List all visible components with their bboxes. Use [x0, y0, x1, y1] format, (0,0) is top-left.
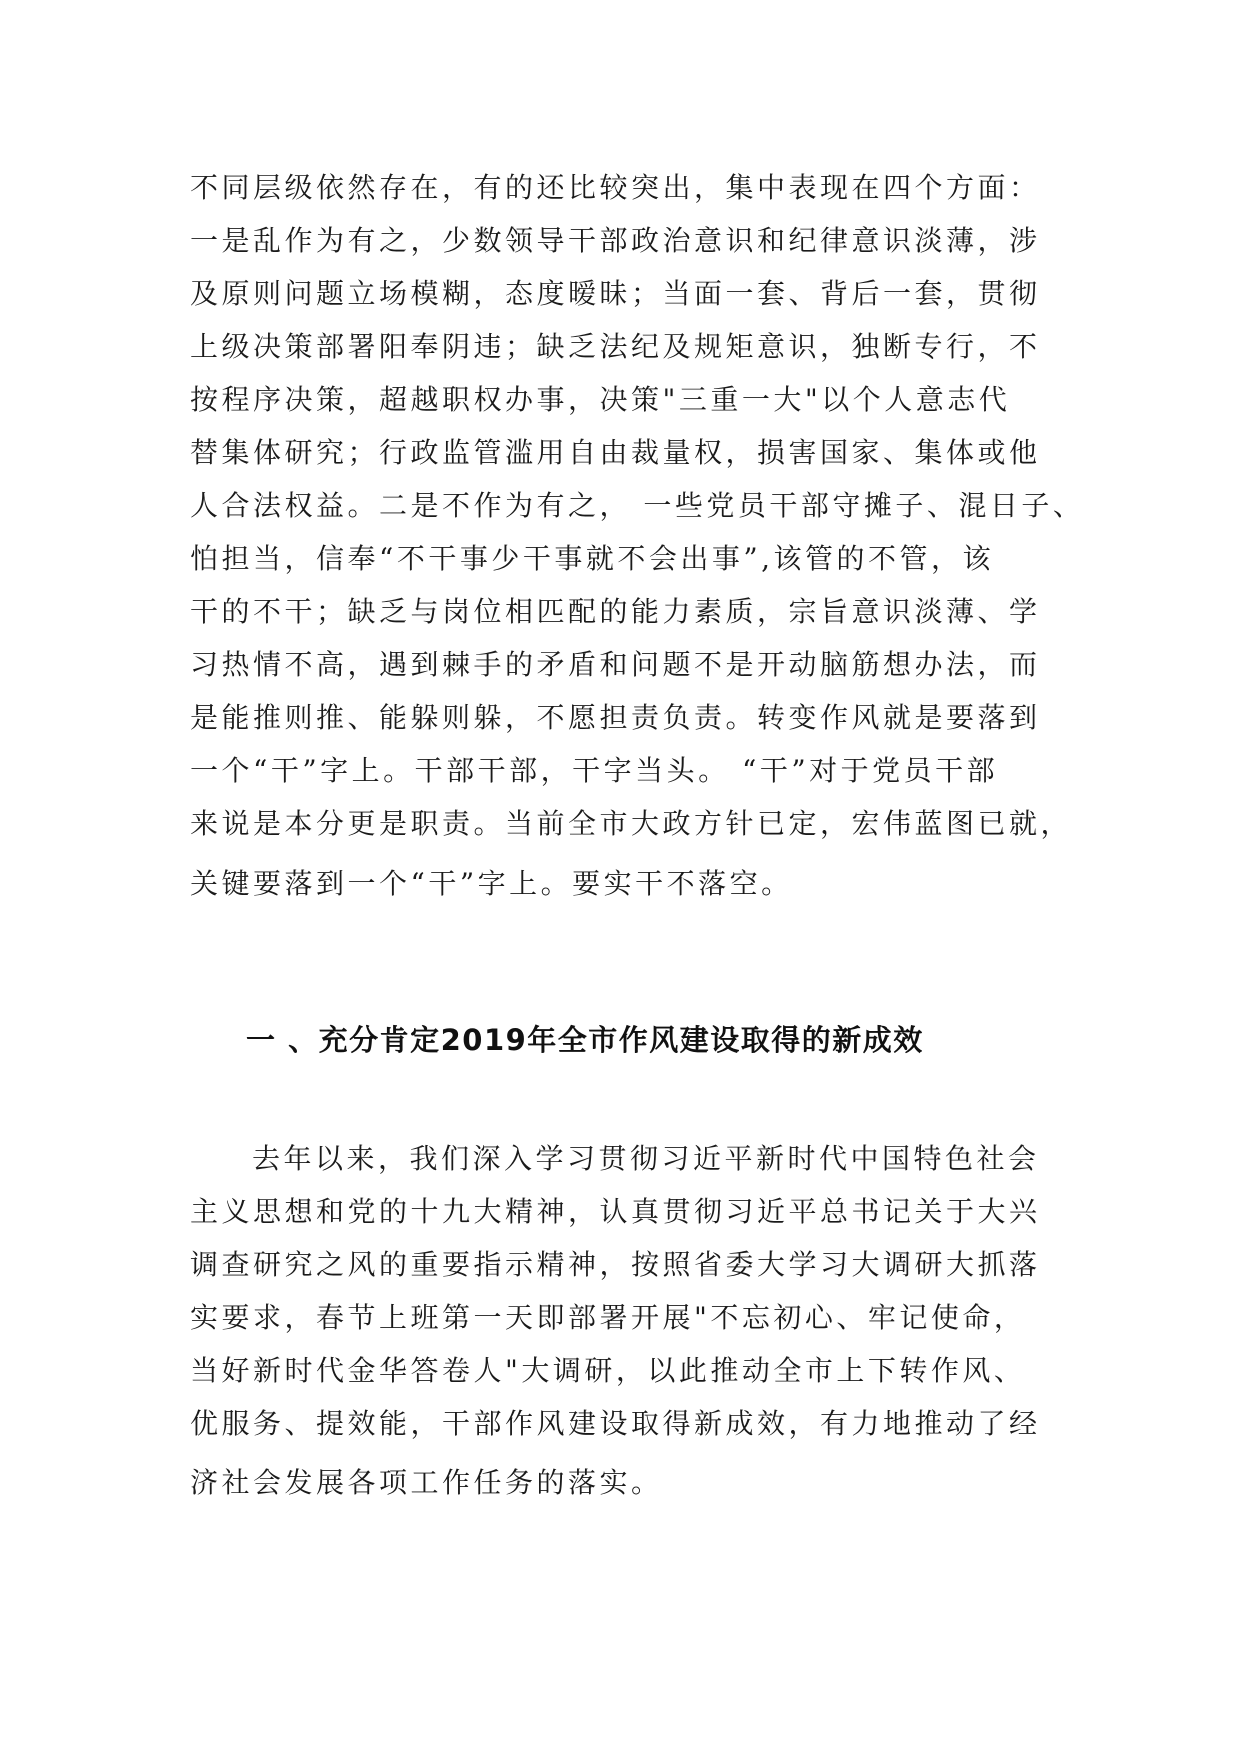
body-line-1: 去年以来，我们深入学习贯彻习近平新时代中国特色社会	[252, 1142, 1040, 1175]
section-heading: 一 、充分肯定2019年全市作风建设取得的新成效	[246, 1023, 924, 1057]
intro-line-1: 不同层级依然存在，有的还比较突出，集中表现在四个方面：	[190, 171, 1041, 204]
intro-line-12: 一个“干”字上。干部干部，干字当头。 “干”对于党员干部	[190, 754, 999, 787]
intro-line-3: 及原则问题立场模糊，态度暧昧；当面一套、背后一套，贯彻	[190, 277, 1041, 310]
intro-line-5: 按程序决策，超越职权办事，决策"三重一大"以个人意志代	[190, 383, 1011, 416]
intro-line-6: 替集体研究；行政监管滥用自由裁量权，损害国家、集体或他	[190, 436, 1041, 469]
body-line-4: 实要求，春节上班第一天即部署开展"不忘初心、牢记使命，	[190, 1301, 1026, 1334]
intro-line-8: 怕担当，信奉“不干事少干事就不会出事”,该管的不管，该	[190, 542, 995, 575]
body-line-3: 调查研究之风的重要指示精神，按照省委大学习大调研大抓落	[190, 1248, 1041, 1281]
body-line-5: 当好新时代金华答卷人"大调研，以此推动全市上下转作风、	[190, 1354, 1026, 1387]
intro-line-10: 习热情不高，遇到棘手的矛盾和问题不是开动脑筋想办法，而	[190, 648, 1041, 681]
intro-line-13: 来说是本分更是职责。当前全市大政方针已定，宏伟蓝图已就，	[190, 807, 1073, 840]
body-line-6: 优服务、提效能，干部作风建设取得新成效，有力地推动了经	[190, 1407, 1041, 1440]
intro-line-9: 干的不干；缺乏与岗位相匹配的能力素质，宗旨意识淡薄、学	[190, 595, 1041, 628]
intro-line-2: 一是乱作为有之，少数领导干部政治意识和纪律意识淡薄，涉	[190, 224, 1041, 257]
intro-line-7: 人合法权益。二是不作为有之， 一些党员干部守摊子、混日子、	[190, 489, 1085, 522]
body-line-7: 济社会发展各项工作任务的落实。	[190, 1466, 663, 1499]
body-line-2: 主义思想和党的十九大精神，认真贯彻习近平总书记关于大兴	[190, 1195, 1041, 1228]
intro-line-4: 上级决策部署阳奉阴违；缺乏法纪及规矩意识，独断专行，不	[190, 330, 1041, 363]
intro-line-11: 是能推则推、能躲则躲，不愿担责负责。转变作风就是要落到	[190, 701, 1041, 734]
intro-line-14: 关键要落到一个“干”字上。要实干不落空。	[190, 867, 793, 900]
